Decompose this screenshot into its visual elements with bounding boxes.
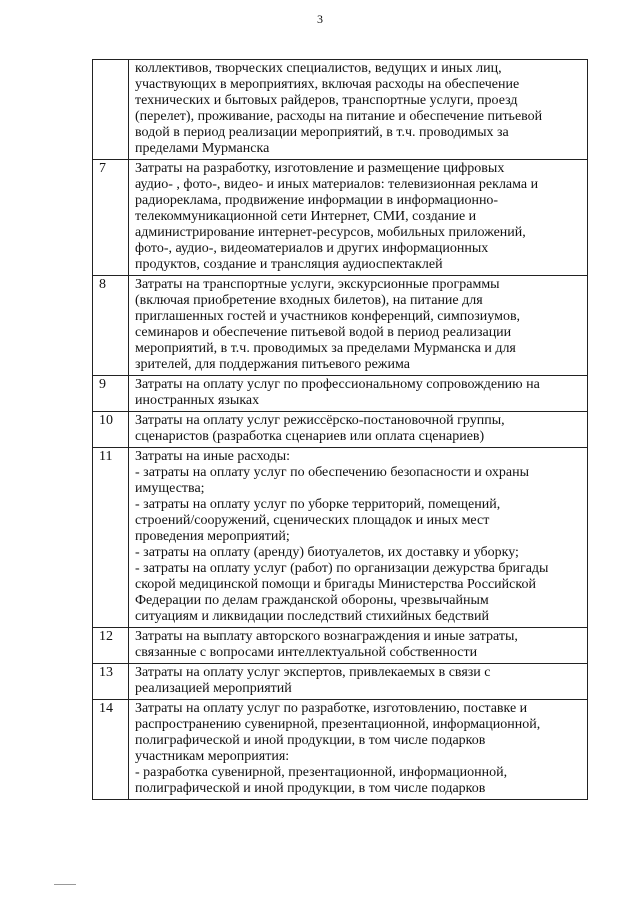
description-line: связанные с вопросами интеллектуальной собственности bbox=[135, 645, 478, 660]
description-line: приглашенных гостей и участников конференций, симпозиумов, bbox=[135, 309, 521, 324]
description-line: - затраты на оплату услуг по обеспечению безопасности и охраны bbox=[135, 465, 529, 480]
margin-mark bbox=[54, 884, 76, 885]
row-description bbox=[129, 664, 588, 700]
description-line: Затраты на иные расходы: bbox=[135, 449, 291, 464]
description-line: - затраты на оплату (аренду) биотуалетов, их доставку и уборку; bbox=[135, 545, 519, 560]
description-line: телекоммуникационной сети Интернет, СМИ, создание и bbox=[135, 209, 477, 224]
expenses-table bbox=[92, 59, 588, 800]
table-row bbox=[93, 628, 588, 664]
description-line: сценаристов (разработка сценариев или оплата сценариев) bbox=[135, 429, 485, 444]
description-line: (перелет), проживание, расходы на питание и обеспечение питьевой bbox=[135, 109, 543, 124]
row-description bbox=[129, 276, 588, 376]
table-row bbox=[93, 376, 588, 412]
row-description bbox=[129, 628, 588, 664]
description-line: Затраты на оплату услуг по разработке, изготовлению, поставке и bbox=[135, 701, 528, 716]
description-line: Затраты на транспортные услуги, экскурсионные программы bbox=[135, 277, 500, 292]
row-description bbox=[129, 160, 588, 276]
table-row bbox=[93, 448, 588, 628]
description-line: мероприятий, в т.ч. проводимых за пределами Мурманска и для bbox=[135, 341, 516, 356]
description-line: Затраты на выплату авторского вознаграждения и иные затраты, bbox=[135, 629, 518, 644]
table-row bbox=[93, 60, 588, 160]
description-line: Затраты на оплату услуг режиссёрско-постановочной группы, bbox=[135, 413, 505, 428]
row-description bbox=[129, 448, 588, 628]
description-line: продуктов, создание и трансляция аудиоспектаклей bbox=[135, 257, 443, 272]
row-number: 9 bbox=[93, 376, 129, 412]
description-line: зрителей, для поддержания питьевого режима bbox=[135, 357, 410, 372]
description-line: администрирование интернет-ресурсов, мобильных приложений, bbox=[135, 225, 526, 240]
description-line: водой в период реализации мероприятий, в т.ч. проводимых за bbox=[135, 125, 509, 140]
table-row bbox=[93, 700, 588, 800]
description-line: - разработка сувенирной, презентационной, информационной, bbox=[135, 765, 508, 780]
page-number: 3 bbox=[317, 12, 323, 26]
description-line: проведения мероприятий; bbox=[135, 529, 290, 544]
description-line: участникам мероприятия: bbox=[135, 749, 290, 764]
description-line: семинаров и обеспечение питьевой водой в период реализации bbox=[135, 325, 512, 340]
description-line: радиореклама, продвижение информации в информационно- bbox=[135, 193, 499, 208]
description-line: полиграфической и иной продукции, в том числе подарков bbox=[135, 733, 486, 748]
description-line: - затраты на оплату услуг по уборке территорий, помещений, bbox=[135, 497, 501, 512]
description-line: строений/сооружений, сценических площадок и иных мест bbox=[135, 513, 490, 528]
description-line: пределами Мурманска bbox=[135, 141, 270, 156]
description-line: Затраты на оплату услуг экспертов, привлекаемых в связи с bbox=[135, 665, 491, 680]
description-line: реализацией мероприятий bbox=[135, 681, 292, 696]
table-row bbox=[93, 664, 588, 700]
table-row bbox=[93, 276, 588, 376]
row-number bbox=[93, 60, 129, 160]
description-line: фото-, аудио-, видеоматериалов и других информационных bbox=[135, 241, 489, 256]
description-line: участвующих в мероприятиях, включая расходы на обеспечение bbox=[135, 77, 520, 92]
row-description bbox=[129, 412, 588, 448]
description-line: иностранных языках bbox=[135, 393, 260, 408]
row-number: 13 bbox=[93, 664, 129, 700]
row-description bbox=[129, 376, 588, 412]
description-line: имущества; bbox=[135, 481, 205, 496]
description-line: распространению сувенирной, презентационной, информационной, bbox=[135, 717, 541, 732]
description-line: технических и бытовых райдеров, транспортные услуги, проезд bbox=[135, 93, 518, 108]
row-number: 7 bbox=[93, 160, 129, 276]
description-line: ситуациям и ликвидации последствий стихийных бедствий bbox=[135, 609, 489, 624]
row-number: 10 bbox=[93, 412, 129, 448]
description-line: Затраты на разработку, изготовление и размещение цифровых bbox=[135, 161, 505, 176]
row-description bbox=[129, 60, 588, 160]
description-line: полиграфической и иной продукции, в том числе подарков bbox=[135, 781, 486, 796]
description-line: - затраты на оплату услуг (работ) по организации дежурства бригады bbox=[135, 561, 549, 576]
expenses-table-body bbox=[93, 60, 588, 800]
description-line: скорой медицинской помощи и бригады Министерства Российской bbox=[135, 577, 536, 592]
description-line: Затраты на оплату услуг по профессиональному сопровождению на bbox=[135, 377, 540, 392]
description-line: коллективов, творческих специалистов, ведущих и иных лиц, bbox=[135, 61, 502, 76]
table-row bbox=[93, 412, 588, 448]
table-row bbox=[93, 160, 588, 276]
description-line: Федерации по делам гражданской обороны, чрезвычайным bbox=[135, 593, 489, 608]
row-description bbox=[129, 700, 588, 800]
description-line: аудио- , фото-, видео- и иных материалов: телевизионная реклама и bbox=[135, 177, 539, 192]
row-number: 12 bbox=[93, 628, 129, 664]
row-number: 11 bbox=[93, 448, 129, 628]
row-number: 8 bbox=[93, 276, 129, 376]
row-number: 14 bbox=[93, 700, 129, 800]
description-line: (включая приобретение входных билетов), на питание для bbox=[135, 293, 483, 308]
